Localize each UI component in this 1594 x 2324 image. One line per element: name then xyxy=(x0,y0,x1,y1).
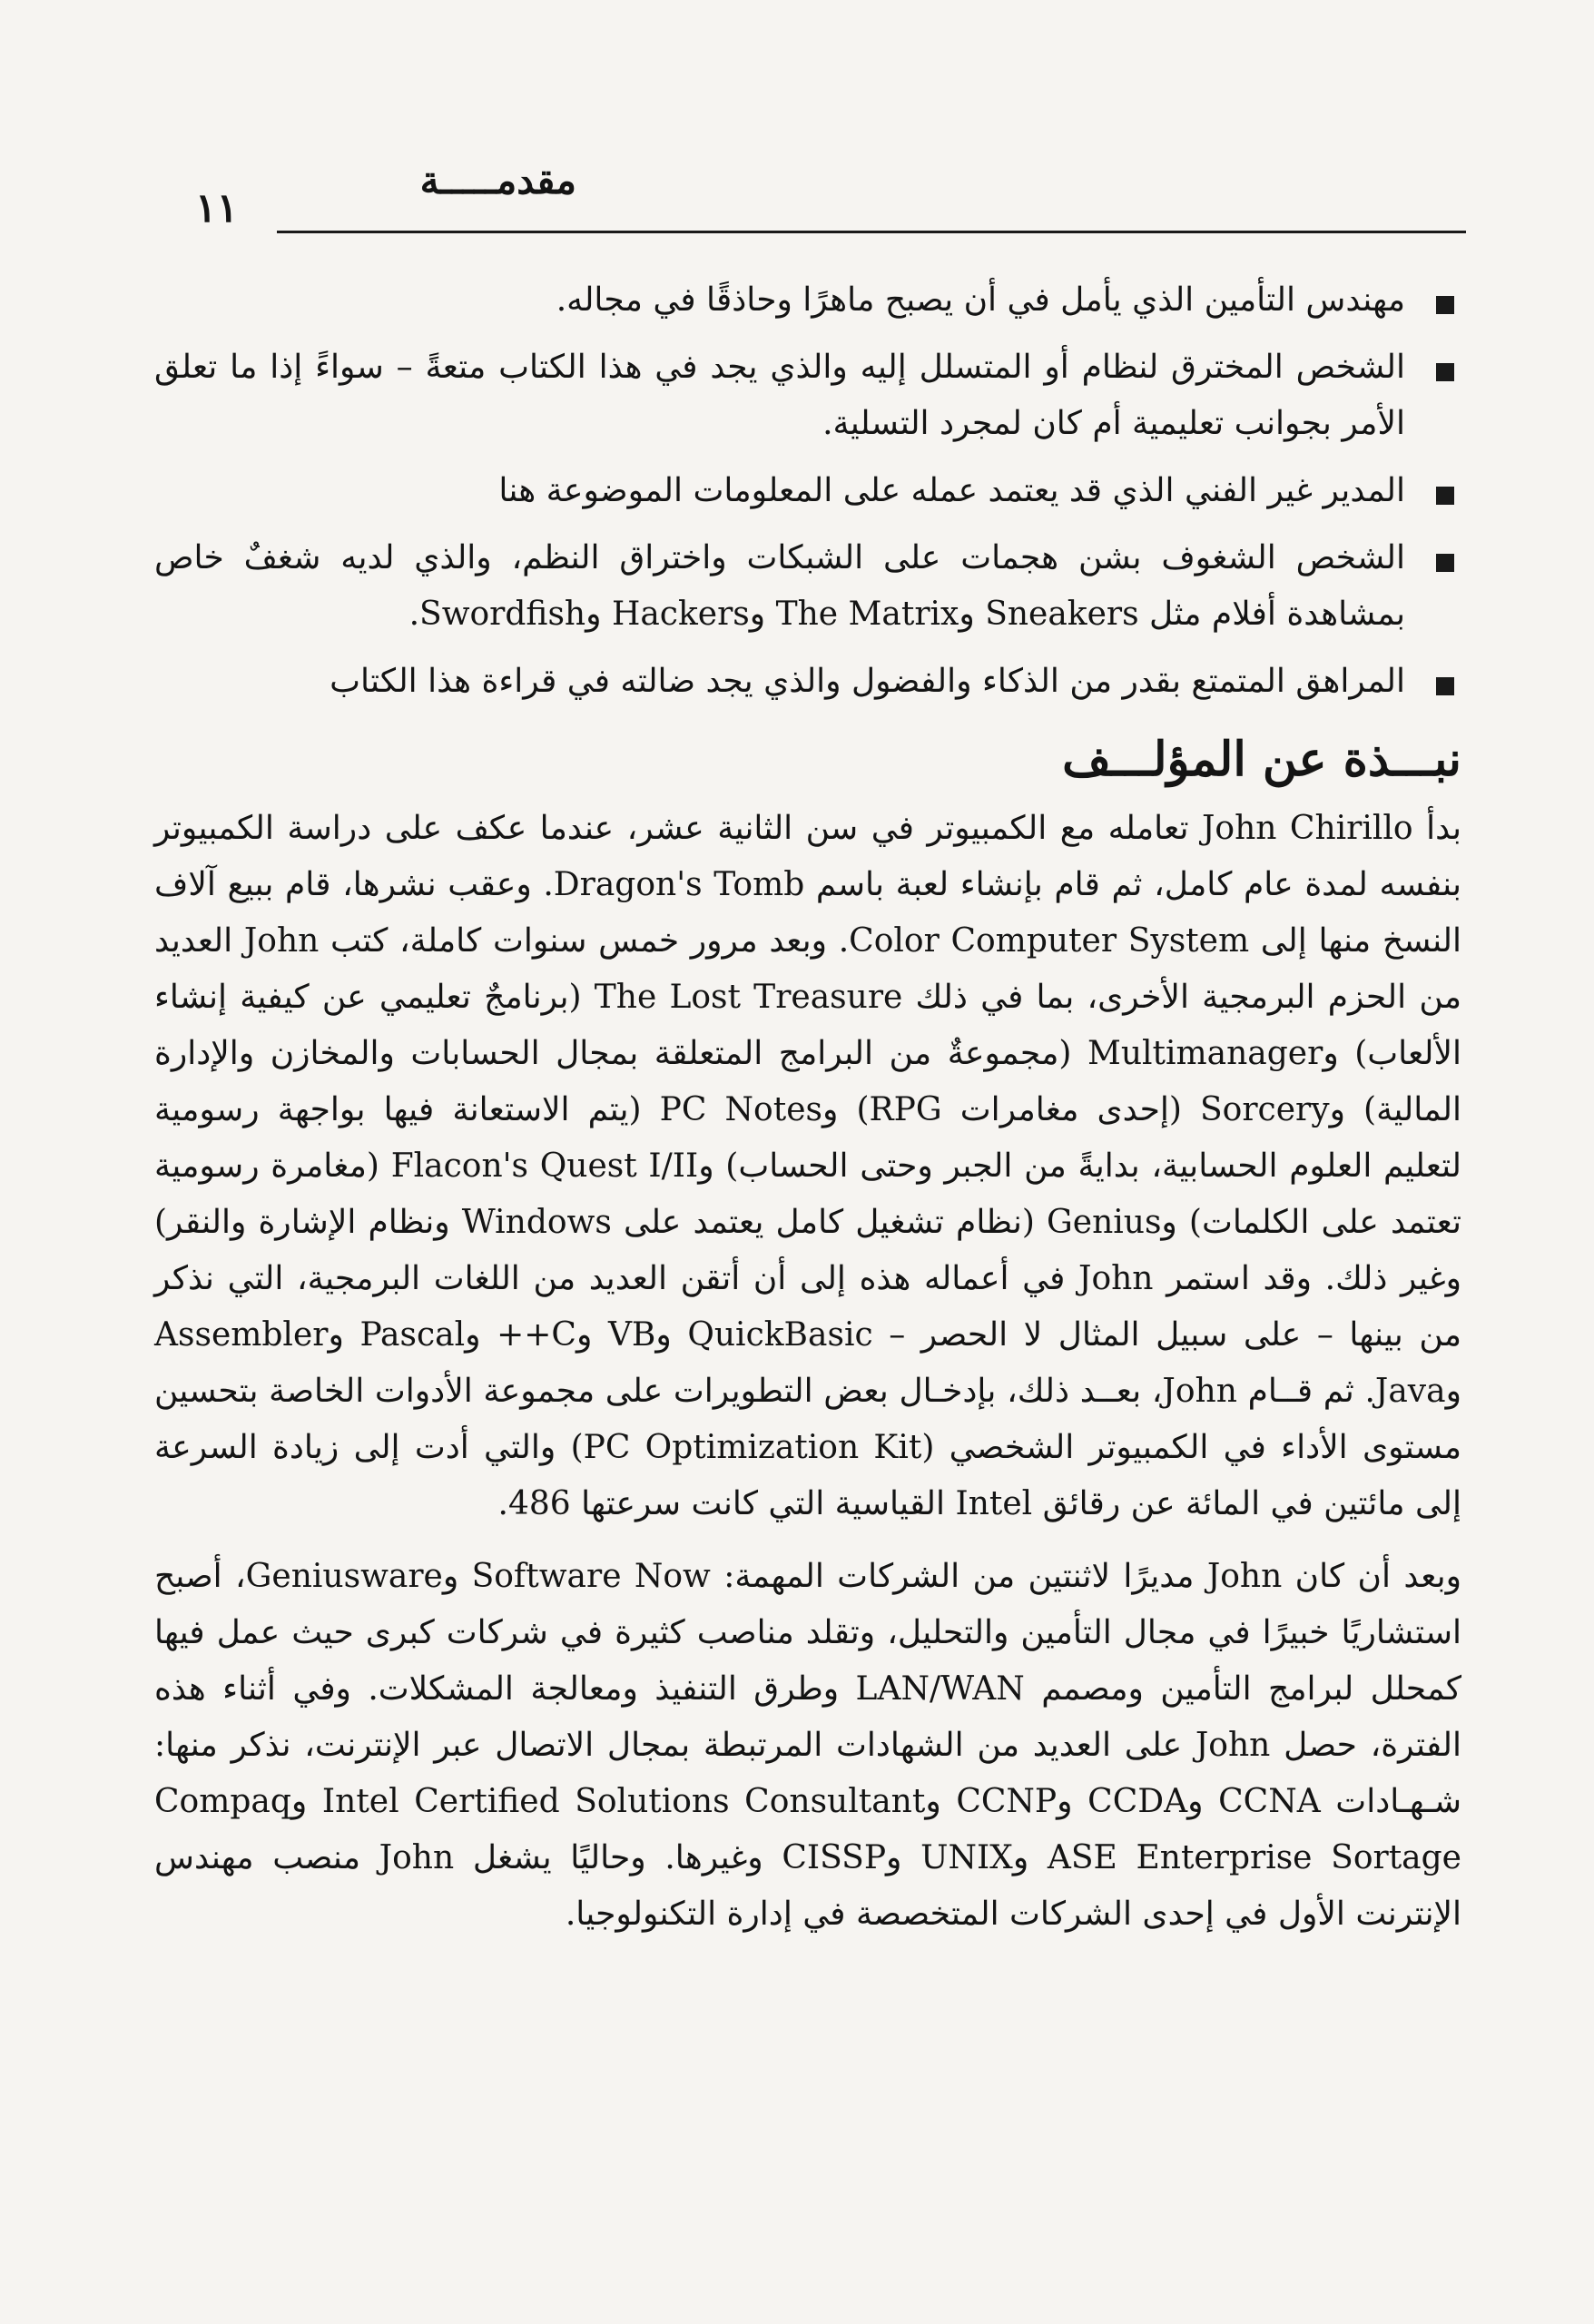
bullet-square-icon xyxy=(1436,677,1454,695)
list-item xyxy=(154,530,1461,643)
page-number: ١١ xyxy=(195,185,239,231)
list-item xyxy=(154,654,1461,710)
audience-list xyxy=(154,272,1461,710)
bullet-square-icon xyxy=(1436,554,1454,572)
body-paragraph: بدأ John Chirillo تعامله مع الكمبيوتر في سن الثانية عشر، عندما عكف على دراسة الكمبيوتر بنفسه لمدة عام كامل، ثم قام بإنشاء لعبة باسم Dragon's Tomb. وعقب نشرها، قام ببيع آلاف النسخ منها إلى Color Computer System. وبعد مرور خمس سنوات كاملة، كتب John العديد من الحزم البرمجية الأخرى، بما في ذلك The Lost Treasure (برنامجٌ تعليمي عن كيفية إنشاء الألعاب) وMultimanager (مجموعةٌ من البرامج المتعلقة بمجال الحسابات والمخازن والإدارة المالية) وSorcery (إحدى مغامرات RPG) وPC Notes (يتم الاستعانة فيها بواجهة رسومية لتعليم العلوم الحسابية، بدايةً من الجبر وحتى الحساب) وFlacon's Quest I/II (مغامرة رسومية تعتمد على الكلمات) وGenius (نظام تشغيل كامل يعتمد على Windows ونظام الإشارة والنقر) وغير ذلك. وقد استمر John في أعماله هذه إلى أن أتقن العديد من اللغات البرمجية، التي نذكر من بينها – على سبيل المثال لا الحصر – QuickBasic وVB وC++ وPascal وAssembler وJava. ثم قــام John، بعــد ذلك، بإدخـال بعض التطويرات على مجموعة الأدوات الخاصة بتحسين مستوى الأداء في الكمبيوتر الشخصي (PC Optimization Kit) والتي أدت إلى زيادة السرعة إلى مائتين في المائة عن رقائق Intel القياسية التي كانت سرعتها 486. xyxy=(154,810,1462,1522)
list-item-text: الشخص المخترق لنظام أو المتسلل إليه والذي يجد في هذا الكتاب متعةً – سواءً إذا ما تعلق الأمر بجوانب تعليمية أم كان لمجرد التسلية. xyxy=(154,349,1405,442)
bullet-square-icon xyxy=(1436,296,1454,314)
chapter-title: مقدمـــــة xyxy=(419,158,576,202)
page-header xyxy=(195,158,1466,234)
list-item xyxy=(154,340,1461,452)
section-heading: نبـــذة عن المؤلـــف xyxy=(1062,732,1461,787)
body-paragraph: وبعد أن كان John مديرًا لاثنتين من الشركات المهمة: Software Now وGeniusware، أصبح استشاريًا خبيرًا في مجال التأمين والتحليل، وتقلد مناصب كثيرة في شركات كبرى حيث عمل فيها كمحلل لبرامج التأمين ومصمم LAN/WAN وطرق التنفيذ ومعالجة المشكلات. وفي أثناء هذه الفترة، حصل John على العديد من الشهادات المرتبطة بمجال الاتصال عبر الإنترنت، نذكر منها: شـهـادات CCNA وCCDA وCCNP وIntel Certified Solutions Consultant وCompaq ASE Enterprise Sortage وUNIX وCISSP وغيرها. وحاليًا يشغل John منصب مهندس الإنترنت الأول في إحدى الشركات المتخصصة في إدارة التكنولوجيا. xyxy=(154,1558,1462,1933)
list-item-text: الشخص الشغوف بشن هجمات على الشبكات واختراق النظم، والذي لديه شغفٌ خاص بمشاهدة أفلام مثل Sneakers وThe Matrix وHackers وSwordfish. xyxy=(154,539,1405,633)
list-item-text: المدير غير الفني الذي قد يعتمد عمله على المعلومات الموضوعة هنا xyxy=(498,472,1405,509)
list-item xyxy=(154,272,1461,329)
list-item-text: مهندس التأمين الذي يأمل في أن يصبح ماهرًا وحاذقًا في مجاله. xyxy=(556,281,1405,319)
list-item-text: المراهق المتمتع بقدر من الذكاء والفضول والذي يجد ضالته في قراءة هذا الكتاب xyxy=(330,663,1405,700)
list-item xyxy=(154,463,1461,519)
bullet-square-icon xyxy=(1436,363,1454,381)
bullet-square-icon xyxy=(1436,487,1454,505)
header-rule xyxy=(277,231,1466,233)
page-content xyxy=(154,272,1461,1959)
